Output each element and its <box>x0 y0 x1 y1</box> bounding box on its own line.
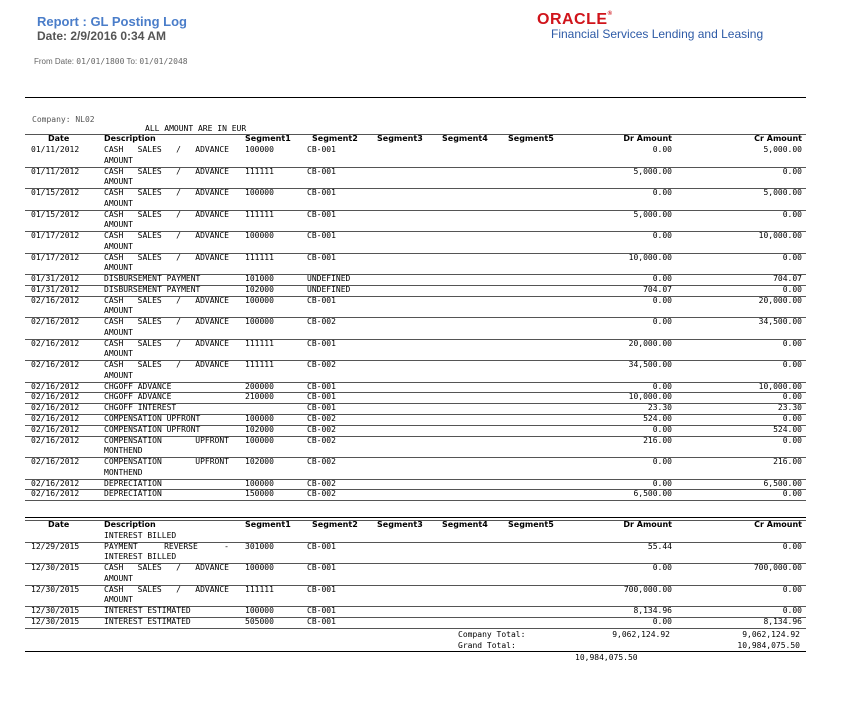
cell-cr: 5,000.00 <box>763 188 802 197</box>
cell-s2: UNDEFINED <box>307 274 351 283</box>
table-row <box>25 317 806 340</box>
cell-dr: 55.44 <box>647 541 672 551</box>
cell-cr: 8,134.96 <box>763 617 802 627</box>
table-row <box>25 542 806 565</box>
table-header <box>25 134 806 143</box>
column-header: Segment3 <box>377 134 423 143</box>
cell-dr: 20,000.00 <box>628 338 672 348</box>
cell-s1: 100000 <box>245 145 274 154</box>
cell-desc: CHGOFF INTEREST <box>104 403 177 413</box>
cell-cr: 524.00 <box>773 424 802 434</box>
cell-cr: 0.00 <box>782 584 802 594</box>
cell-desc: DEPRECIATION <box>104 489 162 499</box>
cell-dr: 23.30 <box>647 403 672 413</box>
cell-dr: 216.00 <box>643 435 672 445</box>
table-row <box>25 188 806 211</box>
cell-cr: 704.07 <box>773 274 802 283</box>
column-header: Description <box>104 520 156 529</box>
table-row <box>25 145 806 168</box>
cell-date: 01/15/2012 <box>31 188 80 197</box>
cell-desc: CASH SALES / ADVANCE AMOUNT <box>104 145 229 165</box>
logo-text: ORACLE <box>537 11 608 28</box>
cell-s1: 100000 <box>245 414 274 423</box>
cell-s2: CB-002 <box>307 317 336 327</box>
table-header <box>25 520 806 529</box>
table-row <box>25 617 806 629</box>
logo-subtitle: Financial Services Lending and Leasing <box>551 27 764 41</box>
cell-s2: CB-002 <box>307 435 336 445</box>
cell-dr: 10,000.00 <box>628 252 672 262</box>
grand-total-label: Grand Total: <box>458 641 516 650</box>
company-total-label: Company Total: <box>458 630 526 639</box>
cell-desc: CHGOFF ADVANCE <box>104 392 172 402</box>
cell-cr: 10,000.00 <box>758 381 802 391</box>
cell-s1: 150000 <box>245 489 274 499</box>
cell-desc: CASH SALES / ADVANCE AMOUNT <box>104 188 229 208</box>
cell-date: 02/16/2012 <box>31 360 80 370</box>
cell-s2: CB-001 <box>307 166 336 176</box>
cell-dr: 0.00 <box>652 317 672 327</box>
cell-dr: 10,000.00 <box>628 392 672 402</box>
cell-dr: 34,500.00 <box>628 360 672 370</box>
table-row <box>25 457 806 480</box>
cell-cr: 0.00 <box>782 338 802 348</box>
cell-s1: 102000 <box>245 457 274 467</box>
cell-desc: CHGOFF ADVANCE <box>104 381 172 391</box>
column-header: Segment1 <box>245 134 291 143</box>
table-row <box>25 296 806 319</box>
table-row <box>25 231 806 254</box>
cell-desc: CASH SALES / ADVANCE AMOUNT <box>104 209 229 229</box>
cell-date: 12/30/2015 <box>31 563 80 573</box>
cell-cr: 0.00 <box>782 489 802 499</box>
cell-date: 02/16/2012 <box>31 392 80 402</box>
total-divider <box>25 651 806 652</box>
cell-desc: CASH SALES / ADVANCE AMOUNT <box>104 317 229 337</box>
cell-cr: 0.00 <box>782 541 802 551</box>
column-header: Cr Amount <box>754 134 802 143</box>
cell-date: 02/16/2012 <box>31 489 80 499</box>
cell-s1: 100000 <box>245 317 274 327</box>
cell-s2: CB-002 <box>307 360 336 370</box>
cell-s1: 102000 <box>245 284 274 294</box>
cell-dr: 0.00 <box>652 478 672 488</box>
cell-cr: 0.00 <box>782 252 802 262</box>
cell-desc: CASH SALES / ADVANCE AMOUNT <box>104 252 229 272</box>
cell-dr: 0.00 <box>652 274 672 283</box>
cell-s1: 102000 <box>245 424 274 434</box>
cell-date: 02/16/2012 <box>31 338 80 348</box>
company-total-cr: 9,062,124.92 <box>742 630 800 639</box>
cell-s1: 111111 <box>245 360 274 370</box>
cell-s2: CB-001 <box>307 252 336 262</box>
divider <box>25 97 806 98</box>
cell-s1: 111111 <box>245 209 274 219</box>
cell-dr: 0.00 <box>652 295 672 305</box>
cell-s1: 301000 <box>245 541 274 551</box>
cell-s1: 210000 <box>245 392 274 402</box>
column-header: Segment5 <box>508 134 554 143</box>
cell-date: 01/31/2012 <box>31 284 80 294</box>
to-value: 01/01/2048 <box>139 57 188 66</box>
cell-date: 12/30/2015 <box>31 606 80 616</box>
cell-s1: 100000 <box>245 563 274 573</box>
cell-s2: CB-001 <box>307 392 336 402</box>
cell-desc: COMPENSATION UPFRONT <box>104 414 201 423</box>
cell-date: 01/15/2012 <box>31 209 80 219</box>
cell-desc: DISBURSEMENT PAYMENT <box>104 274 201 283</box>
cell-s1: 111111 <box>245 252 274 262</box>
cell-dr: 0.00 <box>652 457 672 467</box>
cell-desc: CASH SALES / ADVANCE AMOUNT <box>104 360 229 380</box>
cell-s2: CB-001 <box>307 231 336 240</box>
cell-date: 02/16/2012 <box>31 317 80 327</box>
cell-date: 02/16/2012 <box>31 295 80 305</box>
table-row <box>25 585 806 608</box>
cell-cr: 0.00 <box>782 209 802 219</box>
cell-s1: 200000 <box>245 381 274 391</box>
table-row <box>25 253 806 276</box>
cell-date: 12/29/2015 <box>31 541 80 551</box>
cell-dr: 0.00 <box>652 617 672 627</box>
column-header: Date <box>48 134 70 143</box>
column-header: Description <box>104 134 156 143</box>
from-value: 01/01/1800 <box>76 57 125 66</box>
cell-dr: 5,000.00 <box>633 166 672 176</box>
cell-s2: CB-001 <box>307 188 336 197</box>
cell-s2: CB-001 <box>307 541 336 551</box>
cell-s1: 111111 <box>245 338 274 348</box>
cell-desc: CASH SALES / ADVANCE AMOUNT <box>104 563 229 583</box>
cell-s1: 505000 <box>245 617 274 627</box>
column-header: Dr Amount <box>623 134 672 143</box>
cell-date: 02/16/2012 <box>31 403 80 413</box>
cell-date: 02/16/2012 <box>31 381 80 391</box>
cell-s2: CB-001 <box>307 584 336 594</box>
column-header: Dr Amount <box>623 520 672 529</box>
cell-dr: 700,000.00 <box>623 584 672 594</box>
report-title: Report : GL Posting Log <box>37 14 187 29</box>
cell-dr: 0.00 <box>652 424 672 434</box>
cell-s2: CB-002 <box>307 489 336 499</box>
cell-cr: 0.00 <box>782 435 802 445</box>
cell-s1: 100000 <box>245 478 274 488</box>
cell-s2: CB-001 <box>307 381 336 391</box>
column-header: Segment1 <box>245 520 291 529</box>
table-row <box>25 360 806 383</box>
cell-dr: 6,500.00 <box>633 489 672 499</box>
cell-dr: 5,000.00 <box>633 209 672 219</box>
cell-desc: CASH SALES / ADVANCE AMOUNT <box>104 295 229 316</box>
column-header: Segment4 <box>442 134 488 143</box>
cell-s1: 100000 <box>245 295 274 305</box>
column-header: Cr Amount <box>754 520 802 529</box>
company-total-dr: 9,062,124.92 <box>612 630 670 639</box>
cell-date: 01/11/2012 <box>31 166 80 176</box>
cell-s2: CB-002 <box>307 424 336 434</box>
cell-desc: CASH SALES / ADVANCE AMOUNT <box>104 166 229 186</box>
cell-s2: CB-001 <box>307 338 336 348</box>
cell-s2: CB-002 <box>307 414 336 423</box>
cell-date: 02/16/2012 <box>31 478 80 488</box>
cell-cr: 34,500.00 <box>758 317 802 327</box>
to-label: To: <box>126 57 138 66</box>
table-row <box>25 210 806 233</box>
cell-dr: 0.00 <box>652 381 672 391</box>
table-row <box>25 167 806 190</box>
cell-cr: 0.00 <box>782 414 802 423</box>
company-label: Company: NL02 <box>32 115 95 124</box>
cell-cr: 0.00 <box>782 392 802 402</box>
date-range <box>34 57 188 66</box>
cell-desc: PAYMENT REVERSE - INTEREST BILLED <box>104 541 229 562</box>
table-row <box>25 489 806 501</box>
cell-date: 02/16/2012 <box>31 414 80 423</box>
cell-date: 02/16/2012 <box>31 424 80 434</box>
cell-desc: DISBURSEMENT PAYMENT <box>104 284 201 294</box>
cell-cr: 216.00 <box>773 457 802 467</box>
cell-cr: 700,000.00 <box>753 563 802 573</box>
cell-desc: COMPENSATION UPFRONT MONTHEND <box>104 435 229 456</box>
section-divider <box>25 517 806 518</box>
column-header: Segment3 <box>377 520 423 529</box>
cell-s1: 100000 <box>245 606 274 616</box>
cell-cr: 0.00 <box>782 166 802 176</box>
report-date: Date: 2/9/2016 0:34 AM <box>37 29 166 43</box>
cell-dr: 704.07 <box>643 284 672 294</box>
table-row <box>25 436 806 459</box>
amount-note: ALL AMOUNT ARE IN EUR <box>145 124 247 133</box>
cell-desc: INTEREST ESTIMATED <box>104 606 191 616</box>
cell-dr: 0.00 <box>652 145 672 154</box>
cell-dr: 0.00 <box>652 188 672 197</box>
cell-cr: 5,000.00 <box>763 145 802 154</box>
cell-desc: COMPENSATION UPFRONT MONTHEND <box>104 457 229 477</box>
cell-dr: 524.00 <box>643 414 672 423</box>
grand-total-cr: 10,984,075.50 <box>737 641 800 650</box>
cell-s2: CB-001 <box>307 606 336 616</box>
table-row <box>25 563 806 586</box>
cell-s1: 100000 <box>245 231 274 240</box>
cell-cr: 10,000.00 <box>758 231 802 240</box>
cell-date: 01/17/2012 <box>31 252 80 262</box>
cell-s2: UNDEFINED <box>307 284 351 294</box>
cell-cr: 20,000.00 <box>758 295 802 305</box>
cell-dr: 0.00 <box>652 563 672 573</box>
cell-s1: 101000 <box>245 274 274 283</box>
cell-date: 01/11/2012 <box>31 145 80 154</box>
cell-s2: CB-001 <box>307 145 336 154</box>
cell-s2: CB-001 <box>307 209 336 219</box>
cell-cr: 6,500.00 <box>763 478 802 488</box>
cell-desc: COMPENSATION UPFRONT <box>104 424 201 434</box>
cell-date: 02/16/2012 <box>31 435 80 445</box>
cell-s1: 111111 <box>245 584 274 594</box>
grand-total-dr: 10,984,075.50 <box>575 653 638 662</box>
cell-dr: 0.00 <box>652 231 672 240</box>
cell-cr: 0.00 <box>782 360 802 370</box>
table-row <box>25 339 806 362</box>
column-header: Segment4 <box>442 520 488 529</box>
cell-desc: INTEREST BILLED <box>104 531 177 540</box>
cell-s2: CB-001 <box>307 295 336 305</box>
cell-desc: INTEREST ESTIMATED <box>104 617 191 627</box>
cell-desc: DEPRECIATION <box>104 478 162 488</box>
from-label: From Date: <box>34 57 75 66</box>
column-header: Segment2 <box>312 520 358 529</box>
cell-s2: CB-002 <box>307 457 336 467</box>
cell-s2: CB-001 <box>307 403 336 413</box>
cell-cr: 0.00 <box>782 284 802 294</box>
cell-desc: CASH SALES / ADVANCE AMOUNT <box>104 584 229 605</box>
cell-date: 02/16/2012 <box>31 457 80 467</box>
cell-cr: 23.30 <box>777 403 802 413</box>
cell-cr: 0.00 <box>782 606 802 616</box>
column-header: Date <box>48 520 70 529</box>
cell-s2: CB-002 <box>307 478 336 488</box>
cell-s1: 111111 <box>245 166 274 176</box>
cell-date: 12/30/2015 <box>31 617 80 627</box>
cell-date: 12/30/2015 <box>31 584 80 594</box>
cell-desc: CASH SALES / ADVANCE AMOUNT <box>104 231 229 251</box>
oracle-logo: ORACLE® <box>537 11 613 28</box>
cell-dr: 8,134.96 <box>633 606 672 616</box>
cell-date: 01/17/2012 <box>31 231 80 240</box>
cell-s1: 100000 <box>245 435 274 445</box>
cell-s2: CB-001 <box>307 563 336 573</box>
cell-s2: CB-001 <box>307 617 336 627</box>
column-header: Segment5 <box>508 520 554 529</box>
cell-s1: 100000 <box>245 188 274 197</box>
cell-desc: CASH SALES / ADVANCE AMOUNT <box>104 338 229 359</box>
column-header: Segment2 <box>312 134 358 143</box>
cell-date: 01/31/2012 <box>31 274 80 283</box>
